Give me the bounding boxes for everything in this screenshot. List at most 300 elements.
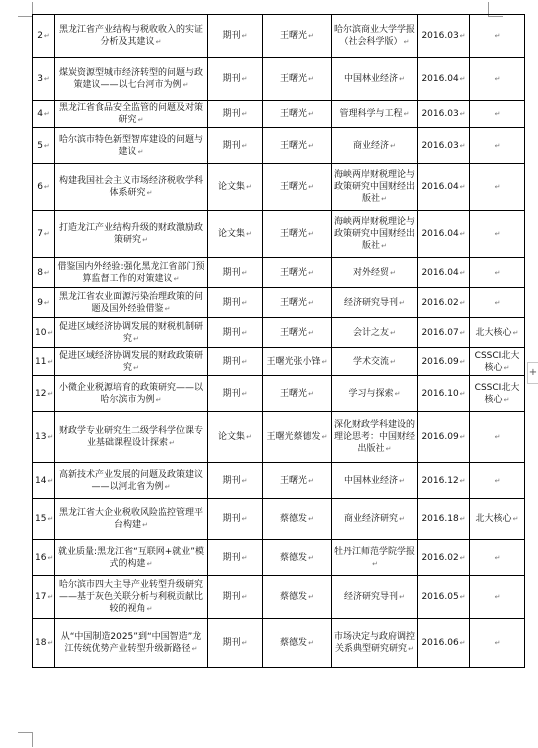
publication-type: 期刊 — [222, 140, 241, 151]
publish-date-cell — [418, 288, 470, 318]
source: 海峡两岸财税理论与政策研究中国财经出版社 — [334, 170, 416, 204]
publish-date-cell — [418, 15, 470, 58]
index-note-cell — [470, 211, 525, 258]
publication-type-cell — [208, 499, 263, 540]
paper-title: 促进区域经济协调发展的财税机制研究 — [58, 321, 203, 344]
publication-type: 期刊 — [222, 74, 241, 84]
publication-type-cell — [208, 576, 263, 619]
paragraph-mark-icon: ↵ — [459, 515, 466, 523]
paragraph-mark-icon: ↵ — [308, 476, 314, 485]
author: 王曙光 — [280, 388, 308, 399]
index-note: 北大核心 — [475, 514, 512, 524]
publication-type-cell — [208, 288, 263, 318]
source: 学术交流 — [353, 356, 390, 367]
row-number-cell — [33, 619, 55, 668]
paragraph-mark-icon: ↵ — [164, 482, 171, 491]
author: 蔡德发 — [280, 638, 308, 648]
paragraph-mark-icon: ↵ — [47, 433, 54, 441]
row-number: 16 — [35, 552, 47, 563]
paragraph-mark-icon: ↵ — [399, 515, 405, 523]
table-row — [33, 619, 525, 668]
source-cell — [332, 211, 418, 258]
source: 市场决定与政府调控关系典型研究研究 — [334, 632, 416, 654]
publication-type-cell — [208, 412, 263, 463]
publish-date-cell — [418, 499, 470, 540]
paper-title-cell — [55, 164, 208, 211]
paragraph-mark-icon: ↵ — [494, 298, 501, 307]
author-cell — [263, 540, 332, 576]
source-cell — [332, 128, 418, 164]
row-number-cell — [33, 211, 55, 258]
row-number-cell — [33, 164, 55, 211]
paper-title-cell — [55, 499, 208, 540]
publish-date: 2016.09 — [421, 356, 459, 367]
index-note-cell — [470, 463, 525, 499]
paragraph-mark-icon: ↵ — [308, 183, 314, 191]
publish-date: 2016.05 — [421, 592, 459, 602]
index-note-cell — [470, 58, 525, 101]
author-cell — [263, 128, 332, 164]
row-number: 11 — [35, 356, 47, 367]
paragraph-mark-icon: ↵ — [381, 242, 387, 250]
paragraph-mark-icon: ↵ — [459, 357, 466, 366]
publish-date-cell — [418, 412, 470, 463]
source: 海峡两岸财税理论与政策研究中国财经出版社 — [334, 217, 416, 251]
paragraph-mark-icon: ↵ — [43, 230, 50, 238]
index-note-cell — [470, 288, 525, 318]
source-cell — [332, 348, 418, 376]
author: 王曙光张小锋 — [266, 356, 321, 367]
paragraph-mark-icon: ↵ — [146, 559, 153, 568]
paragraph-mark-icon: ↵ — [43, 110, 50, 118]
source: 对外经贸 — [353, 267, 390, 278]
publication-type-cell — [208, 463, 263, 499]
paragraph-mark-icon: ↵ — [459, 230, 466, 238]
paper-title-cell — [55, 576, 208, 619]
row-number: 9 — [37, 297, 43, 308]
publication-type: 期刊 — [222, 638, 241, 648]
paragraph-mark-icon: ↵ — [43, 141, 50, 150]
paragraph-mark-icon: ↵ — [459, 328, 466, 337]
publication-type: 期刊 — [222, 514, 241, 524]
paragraph-mark-icon: ↵ — [241, 268, 248, 277]
publish-date: 2016.10 — [421, 388, 459, 399]
paper-title-cell — [55, 348, 208, 376]
table-row — [33, 58, 525, 101]
paragraph-mark-icon: ↵ — [459, 183, 466, 191]
paragraph-mark-icon: ↵ — [494, 433, 501, 441]
publication-type: 期刊 — [222, 31, 241, 41]
author: 王曙光 — [280, 327, 308, 338]
source: 会计之友 — [353, 327, 390, 338]
publish-date: 2016.18 — [421, 514, 459, 524]
publish-date: 2016.03 — [421, 140, 459, 151]
publication-type: 期刊 — [222, 109, 241, 119]
publication-type-cell — [208, 15, 263, 58]
publication-type-cell — [208, 58, 263, 101]
author: 王曙光 — [280, 31, 308, 41]
paragraph-mark-icon: ↵ — [308, 515, 314, 523]
table-add-marker[interactable]: + — [527, 362, 538, 384]
paragraph-mark-icon: ↵ — [241, 553, 248, 562]
paper-title: 构建我国社会主义市场经济税收学科体系研究 — [58, 176, 203, 198]
table-row — [33, 576, 525, 619]
paragraph-mark-icon: ↵ — [308, 298, 314, 307]
paragraph-mark-icon: ↵ — [137, 147, 144, 156]
table-row — [33, 101, 525, 128]
paragraph-mark-icon: ↵ — [459, 553, 466, 562]
source: 商业经济 — [353, 140, 390, 151]
paragraph-mark-icon: ↵ — [459, 593, 466, 601]
publish-date-cell — [418, 128, 470, 164]
row-number: 3 — [37, 74, 43, 84]
source-cell — [332, 258, 418, 288]
paragraph-mark-icon: ↵ — [308, 268, 314, 277]
author: 王曙光 — [280, 267, 308, 278]
paragraph-mark-icon: ↵ — [43, 32, 50, 40]
source-cell — [332, 376, 418, 412]
paragraph-mark-icon: ↵ — [146, 189, 153, 197]
source-cell — [332, 412, 418, 463]
index-note: CSSCI北大核心 — [474, 382, 520, 405]
source-cell — [332, 101, 418, 128]
paragraph-mark-icon: ↵ — [459, 268, 466, 277]
publication-type: 论文集 — [218, 229, 246, 239]
paragraph-mark-icon: ↵ — [459, 110, 466, 118]
paragraph-mark-icon: ↵ — [321, 357, 328, 366]
paper-title-cell — [55, 288, 208, 318]
paragraph-mark-icon: ↵ — [494, 476, 501, 485]
row-number: 14 — [35, 475, 47, 486]
index-note-cell — [470, 164, 525, 211]
paper-title: 小微企业税源培育的政策研究——以哈尔滨市为例 — [58, 382, 203, 405]
table-row — [33, 211, 525, 258]
paragraph-mark-icon: ↵ — [241, 110, 248, 118]
source-cell — [332, 318, 418, 348]
table-row — [33, 288, 525, 318]
author-cell — [263, 164, 332, 211]
corner-mark-bottom-left — [18, 732, 33, 747]
index-note-cell — [470, 348, 525, 376]
row-number: 2 — [37, 31, 43, 41]
paper-title: 黑龙江省农业面源污染治理政策的问题及国外经验借鉴 — [58, 291, 203, 314]
paragraph-mark-icon: ↵ — [241, 476, 248, 485]
source: 哈尔滨商业大学学报（社会科学版） — [334, 25, 416, 47]
paragraph-mark-icon: ↵ — [459, 476, 466, 485]
paragraph-mark-icon: ↵ — [182, 81, 189, 89]
publish-date-cell — [418, 540, 470, 576]
source: 管理科学与工程 — [339, 109, 403, 119]
paragraph-mark-icon: ↵ — [494, 75, 501, 83]
row-number-cell — [33, 318, 55, 348]
index-note-cell — [470, 376, 525, 412]
paper-title-cell — [55, 101, 208, 128]
author-cell — [263, 376, 332, 412]
paragraph-mark-icon: ↵ — [494, 639, 501, 647]
row-number: 12 — [35, 388, 47, 399]
paragraph-mark-icon: ↵ — [241, 639, 248, 647]
index-note-cell — [470, 412, 525, 463]
author-cell — [263, 211, 332, 258]
paragraph-mark-icon: ↵ — [494, 110, 501, 118]
publication-table-body — [33, 15, 525, 668]
paragraph-mark-icon: ↵ — [133, 334, 139, 343]
paragraph-mark-icon: ↵ — [173, 274, 180, 283]
publication-type-cell — [208, 164, 263, 211]
publication-type: 期刊 — [222, 552, 241, 563]
publication-type: 期刊 — [222, 297, 241, 308]
publication-type: 期刊 — [222, 475, 241, 486]
paragraph-mark-icon: ↵ — [241, 357, 248, 366]
publish-date: 2016.06 — [421, 638, 459, 648]
paragraph-mark-icon: ↵ — [43, 268, 50, 277]
paragraph-mark-icon: ↵ — [403, 38, 410, 46]
paragraph-mark-icon: ↵ — [385, 445, 392, 453]
table-row — [33, 318, 525, 348]
paragraph-mark-icon: ↵ — [47, 553, 54, 562]
publish-date-cell — [418, 376, 470, 412]
paragraph-mark-icon: ↵ — [47, 357, 54, 366]
paragraph-mark-icon: ↵ — [390, 141, 396, 150]
paragraph-mark-icon: ↵ — [308, 75, 314, 83]
paragraph-mark-icon: ↵ — [399, 75, 405, 83]
index-note: 北大核心 — [475, 327, 512, 338]
source-cell — [332, 58, 418, 101]
publish-date-cell — [418, 58, 470, 101]
paragraph-mark-icon: ↵ — [372, 559, 378, 568]
source: 经济研究导刊 — [344, 592, 399, 602]
paragraph-mark-icon: ↵ — [133, 363, 139, 372]
row-number-cell — [33, 258, 55, 288]
paragraph-mark-icon: ↵ — [512, 328, 519, 337]
row-number-cell — [33, 540, 55, 576]
paragraph-mark-icon: ↵ — [308, 328, 314, 337]
table-row — [33, 499, 525, 540]
publication-type-cell — [208, 128, 263, 164]
paragraph-mark-icon: ↵ — [155, 38, 162, 46]
author-cell — [263, 101, 332, 128]
author: 王曙光 — [280, 74, 308, 84]
paper-title: 促进区域经济协调发展的财政政策研究 — [58, 350, 203, 373]
publish-date-cell — [418, 101, 470, 128]
author-cell — [263, 348, 332, 376]
row-number-cell — [33, 288, 55, 318]
paragraph-mark-icon: ↵ — [399, 298, 405, 307]
paragraph-mark-icon: ↵ — [394, 389, 401, 398]
author: 王曙光 — [280, 140, 308, 151]
paragraph-mark-icon: ↵ — [408, 645, 414, 653]
publication-type: 期刊 — [222, 388, 241, 399]
paragraph-mark-icon: ↵ — [308, 110, 314, 118]
paragraph-mark-icon: ↵ — [43, 298, 50, 307]
paper-title-cell — [55, 128, 208, 164]
publish-date-cell — [418, 258, 470, 288]
index-note: CSSCI北大核心 — [474, 350, 520, 373]
paper-title-cell — [55, 15, 208, 58]
source-cell — [332, 288, 418, 318]
row-number-cell — [33, 499, 55, 540]
publish-date: 2016.07 — [421, 327, 459, 338]
paragraph-mark-icon: ↵ — [390, 357, 396, 366]
paragraph-mark-icon: ↵ — [459, 433, 466, 441]
row-number: 15 — [35, 514, 47, 524]
paragraph-mark-icon: ↵ — [494, 32, 501, 40]
paper-title: 从“中国制造2025”到“中国智造”龙江传统优势产业转型升级新路径 — [60, 632, 202, 654]
paragraph-mark-icon: ↵ — [142, 521, 148, 529]
paragraph-mark-icon: ↵ — [459, 32, 466, 40]
publish-date-cell — [418, 211, 470, 258]
index-note-cell — [470, 499, 525, 540]
row-number: 5 — [37, 140, 43, 151]
paragraph-mark-icon: ↵ — [390, 268, 396, 277]
source-cell — [332, 15, 418, 58]
publish-date: 2016.12 — [421, 475, 459, 486]
row-number-cell — [33, 412, 55, 463]
author-cell — [263, 499, 332, 540]
publication-type-cell — [208, 619, 263, 668]
paragraph-mark-icon: ↵ — [512, 515, 519, 523]
table-row — [33, 463, 525, 499]
paragraph-mark-icon: ↵ — [241, 328, 248, 337]
publish-date: 2016.09 — [421, 432, 459, 442]
author-cell — [263, 258, 332, 288]
paper-title: 借鉴国内外经验:强化黑龙江省部门预算监督工作的对策建议 — [57, 261, 205, 284]
paragraph-mark-icon: ↵ — [142, 236, 148, 244]
paper-title-cell — [55, 376, 208, 412]
paragraph-mark-icon: ↵ — [241, 32, 248, 40]
paper-title: 哈尔滨市四大主导产业转型升级研究——基于灰色关联分析与利税贡献比较的视角 — [58, 580, 203, 614]
paragraph-mark-icon: ↵ — [494, 553, 501, 562]
row-number: 6 — [37, 182, 43, 192]
author-cell — [263, 619, 332, 668]
paper-title: 煤炭资源型城市经济转型的问题与政策建议——以七台河市为例 — [58, 68, 203, 90]
publication-type-cell — [208, 540, 263, 576]
source: 商业经济研究 — [344, 514, 399, 524]
publish-date-cell — [418, 619, 470, 668]
table-row — [33, 376, 525, 412]
paragraph-mark-icon: ↵ — [169, 439, 175, 447]
publication-type-cell — [208, 348, 263, 376]
author-cell — [263, 463, 332, 499]
paragraph-mark-icon: ↵ — [47, 389, 54, 398]
row-number-cell — [33, 128, 55, 164]
paragraph-mark-icon: ↵ — [459, 298, 466, 307]
publication-type-cell — [208, 211, 263, 258]
paper-title-cell — [55, 211, 208, 258]
paper-title: 黑龙江省食品安全监管的问题及对策研究 — [58, 103, 203, 125]
publish-date: 2016.03 — [421, 109, 459, 119]
row-number-cell — [33, 376, 55, 412]
paragraph-mark-icon: ↵ — [47, 593, 54, 601]
author-cell — [263, 318, 332, 348]
paper-title-cell — [55, 412, 208, 463]
paragraph-mark-icon: ↵ — [399, 593, 405, 601]
publication-type-cell — [208, 376, 263, 412]
paragraph-mark-icon: ↵ — [459, 75, 466, 83]
paper-title-cell — [55, 58, 208, 101]
paper-title-cell — [55, 619, 208, 668]
author: 王曙光 — [280, 297, 308, 308]
source-cell — [332, 463, 418, 499]
table-row — [33, 258, 525, 288]
paragraph-mark-icon: ↵ — [381, 195, 387, 203]
publish-date: 2016.04 — [421, 267, 459, 278]
source: 牡丹江师范学院学报 — [334, 546, 416, 557]
publication-type-cell — [208, 318, 263, 348]
row-number: 18 — [35, 638, 47, 648]
publication-type: 期刊 — [222, 327, 241, 338]
publication-type: 期刊 — [222, 267, 241, 278]
table-row — [33, 412, 525, 463]
source-cell — [332, 619, 418, 668]
index-note-cell — [470, 576, 525, 619]
paper-title: 黑龙江省大企业税收风险监控管理平台构建 — [58, 508, 203, 530]
paragraph-mark-icon: ↵ — [503, 395, 510, 404]
publish-date: 2016.04 — [421, 182, 459, 192]
publish-date: 2016.04 — [421, 229, 459, 239]
paragraph-mark-icon: ↵ — [246, 230, 252, 238]
source-cell — [332, 576, 418, 619]
paragraph-mark-icon: ↵ — [47, 476, 54, 485]
paragraph-mark-icon: ↵ — [47, 639, 54, 647]
author: 王曙光蔡德发 — [266, 432, 321, 442]
paragraph-mark-icon: ↵ — [246, 433, 252, 441]
row-number-cell — [33, 576, 55, 619]
publish-date-cell — [418, 348, 470, 376]
paragraph-mark-icon: ↵ — [459, 141, 466, 150]
paragraph-mark-icon: ↵ — [494, 141, 501, 150]
index-note-cell — [470, 101, 525, 128]
paragraph-mark-icon: ↵ — [43, 183, 50, 191]
paragraph-mark-icon: ↵ — [308, 593, 314, 601]
table-row — [33, 540, 525, 576]
paragraph-mark-icon: ↵ — [137, 116, 144, 124]
paragraph-mark-icon: ↵ — [191, 645, 198, 653]
paragraph-mark-icon: ↵ — [494, 268, 501, 277]
paper-title: 高新技术产业发展的问题及政策建议——以河北省为例 — [58, 469, 203, 492]
paragraph-mark-icon: ↵ — [321, 433, 328, 441]
author: 蔡德发 — [280, 514, 308, 524]
paragraph-mark-icon: ↵ — [241, 75, 248, 83]
row-number: 8 — [37, 267, 43, 278]
paragraph-mark-icon: ↵ — [308, 230, 314, 238]
index-note-cell — [470, 15, 525, 58]
source: 学习与探索 — [348, 388, 394, 399]
publication-type: 论文集 — [218, 432, 246, 442]
publish-date-cell — [418, 463, 470, 499]
index-note-cell — [470, 258, 525, 288]
paragraph-mark-icon: ↵ — [155, 395, 162, 404]
index-note-cell — [470, 619, 525, 668]
publication-table — [32, 14, 525, 668]
paper-title-cell — [55, 318, 208, 348]
paragraph-mark-icon: ↵ — [459, 639, 466, 647]
row-number-cell — [33, 58, 55, 101]
source-cell — [332, 164, 418, 211]
author: 王曙光 — [280, 182, 308, 192]
publish-date: 2016.02 — [421, 297, 459, 308]
publish-date-cell — [418, 164, 470, 211]
author-cell — [263, 58, 332, 101]
paper-title-cell — [55, 540, 208, 576]
paper-title: 哈尔滨市特色新型智库建设的问题与建议 — [58, 134, 203, 157]
row-number: 7 — [37, 229, 43, 239]
table-row — [33, 128, 525, 164]
paragraph-mark-icon: ↵ — [503, 363, 510, 372]
row-number: 4 — [37, 109, 43, 119]
table-row — [33, 15, 525, 58]
paper-title: 就业质量:黑龙江省“互联网+就业”模式的构建 — [58, 546, 204, 569]
